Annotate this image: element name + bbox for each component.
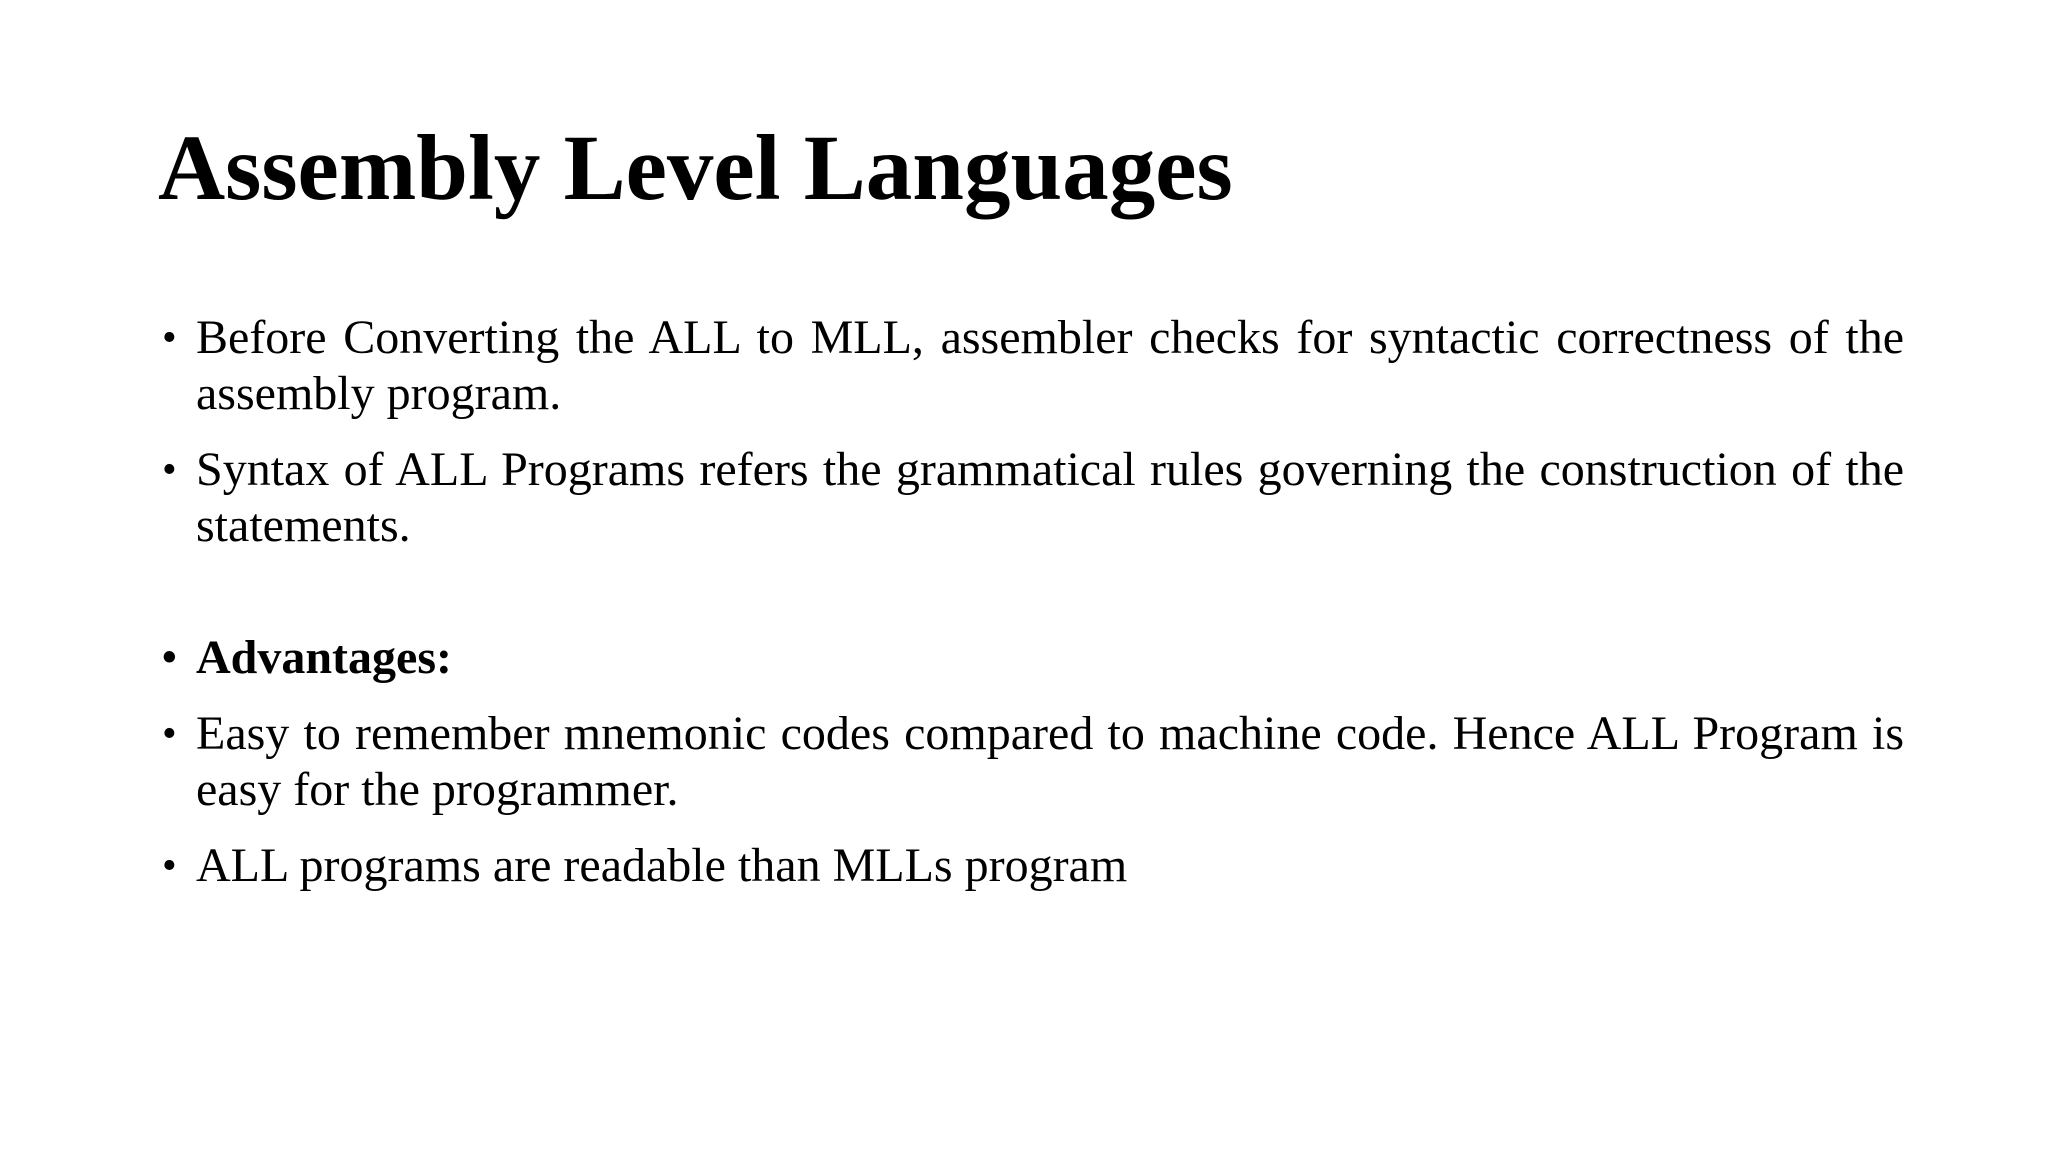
bullet-marker: • — [162, 315, 177, 361]
bullet-marker: • — [162, 635, 177, 681]
bullet-item-syntax — [158, 442, 1904, 554]
bullet-marker: • — [162, 843, 177, 889]
bullet-text: Before Converting the ALL to MLL, assembler checks for syntactic correctness of the assembly program. — [196, 311, 1904, 420]
spacer — [158, 574, 1904, 630]
bullet-marker: • — [162, 711, 177, 757]
bullet-text: ALL programs are readable than MLLs program — [196, 839, 1128, 892]
slide-title: Assembly Level Languages — [158, 117, 1233, 220]
bullet-list — [158, 310, 1904, 914]
bullet-item-advantages-heading — [158, 630, 1904, 686]
bullet-text: Easy to remember mnemonic codes compared to machine code. Hence ALL Program is easy for the programmer. — [196, 707, 1904, 816]
bullet-text: Advantages: — [196, 631, 453, 684]
bullet-marker: • — [162, 447, 177, 493]
bullet-text: Syntax of ALL Programs refers the grammatical rules governing the construction of the statements. — [196, 443, 1904, 552]
bullet-item-readable — [158, 838, 1904, 894]
bullet-item-mnemonic — [158, 706, 1904, 818]
bullet-item-assembler-check — [158, 310, 1904, 422]
